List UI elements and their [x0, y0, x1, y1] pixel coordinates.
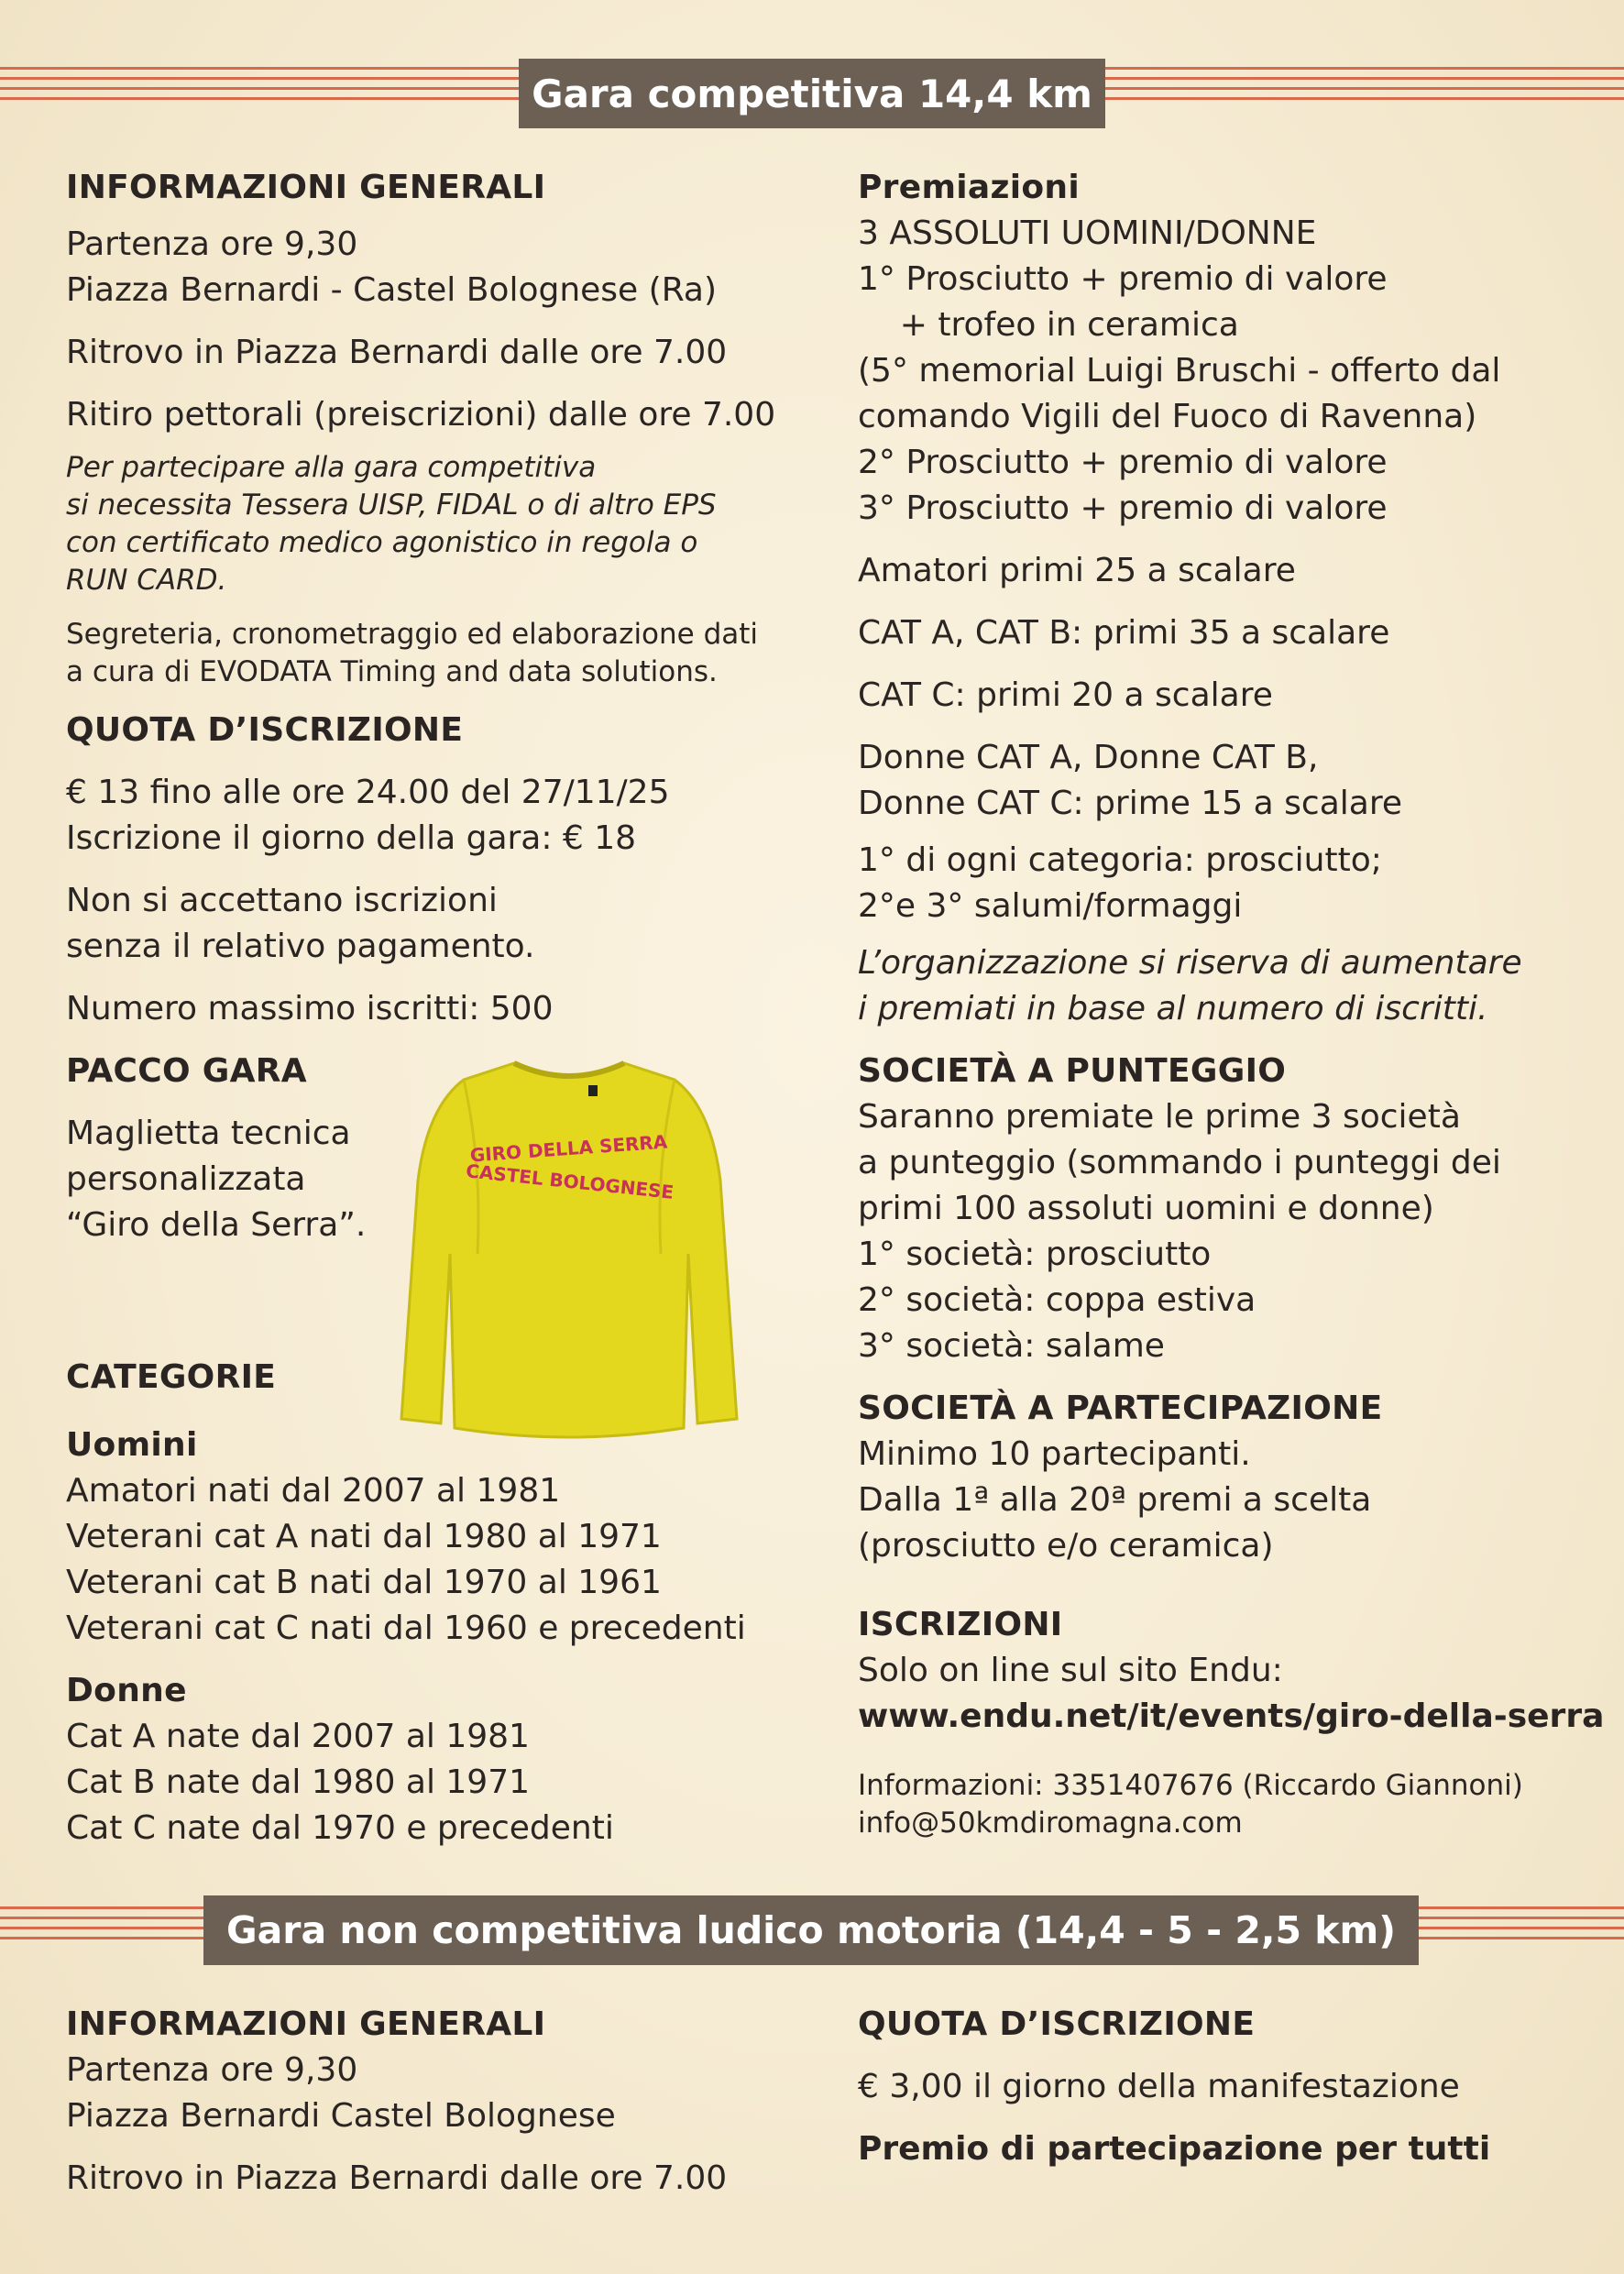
contact-email[interactable]: info@50kmdiromagna.com	[858, 1807, 1243, 1840]
soc-punt-item: primi 100 assoluti uomini e donne)	[858, 1190, 1434, 1227]
catab-line: CAT A, CAT B: primi 35 a scalare	[858, 614, 1390, 652]
bottom-banner-title: Gara non competitiva ludico motoria (14,4 - 5 - 2,5 km)	[203, 1895, 1419, 1965]
segreteria-note	[66, 616, 817, 691]
soc-punt-item: 3° società: salame	[858, 1327, 1165, 1365]
shirt-print-line-2: CASTEL BOLOGNESE	[465, 1159, 675, 1203]
ritrovo-line: Ritrovo in Piazza Bernardi dalle ore 7.00	[66, 334, 728, 371]
nonacc-line-2: senza il relativo pagamento.	[66, 928, 535, 965]
categorie-title: CATEGORIE	[66, 1358, 277, 1396]
bottom-ritrovo: Ritrovo in Piazza Bernardi dalle ore 7.00	[66, 2159, 728, 2197]
contact-line-1: Informazioni: 3351407676 (Riccardo Giannoni)	[858, 1769, 1523, 1802]
bottom-info-title: INFORMAZIONI GENERALI	[66, 2005, 546, 2043]
seg-line-2: a cura di EVODATA Timing and data solutions.	[66, 655, 718, 688]
org-note-2: i premiati in base al numero di iscritti.	[858, 990, 1488, 1027]
iscrizioni-line: Solo on line sul sito Endu:	[858, 1652, 1283, 1689]
info-title: INFORMAZIONI GENERALI	[66, 169, 546, 206]
max-iscritti: Numero massimo iscritti: 500	[66, 990, 554, 1027]
partenza-line-1: Partenza ore 9,30	[66, 225, 358, 263]
soc-part-item: Minimo 10 partecipanti.	[858, 1435, 1251, 1473]
bottom-banner	[0, 1895, 1624, 1969]
bottom-premio-line: Premio di partecipazione per tutti	[858, 2130, 1491, 2168]
req-line-1: Per partecipare alla gara competitiva	[66, 451, 597, 484]
soc-punt-item: 1° società: prosciutto	[858, 1236, 1212, 1273]
bottom-right-column	[858, 2002, 1609, 2172]
uomini-title: Uomini	[66, 1426, 198, 1464]
soc-part-item: Dalla 1ª alla 20ª premi a scelta	[858, 1481, 1372, 1519]
uomini-item: Veterani cat A nati dal 1980 al 1971	[66, 1518, 662, 1555]
catc-line: CAT C: primi 20 a scalare	[858, 676, 1273, 714]
donne-item: Cat C nate dal 1970 e precedenti	[66, 1809, 614, 1847]
quota-title: QUOTA D’ISCRIZIONE	[66, 711, 464, 749]
seg-line-1: Segreteria, cronometraggio ed elaborazione dati	[66, 618, 759, 651]
req-line-2: si necessita Tessera UISP, FIDAL o di altro EPS	[66, 489, 717, 522]
quota-line-1: € 13 fino alle ore 24.00 del 27/11/25	[66, 774, 670, 811]
pacco-line-2: personalizzata	[66, 1160, 306, 1198]
pacco-line-1: Maglietta tecnica	[66, 1115, 351, 1152]
bottom-partenza-1: Partenza ore 9,30	[66, 2051, 358, 2089]
right-column	[858, 165, 1609, 1842]
iscrizioni-title: ISCRIZIONI	[858, 1606, 1063, 1643]
bottom-left-column	[66, 2002, 817, 2202]
prem-item: comando Vigili del Fuoco di Ravenna)	[858, 398, 1477, 435]
soc-part-item: (prosciutto e/o ceramica)	[858, 1527, 1274, 1565]
partenza-line-2: Piazza Bernardi - Castel Bolognese (Ra)	[66, 271, 718, 309]
uomini-item: Veterani cat C nati dal 1960 e precedenti	[66, 1609, 746, 1647]
donne-prem-line-1: Donne CAT A, Donne CAT B,	[858, 739, 1319, 776]
pacco-title: PACCO GARA	[66, 1052, 307, 1090]
uomini-item: Amatori nati dal 2007 al 1981	[66, 1472, 561, 1510]
bottom-quota-line: € 3,00 il giorno della manifestazione	[858, 2068, 1460, 2105]
premiazioni-title: Premiazioni	[858, 169, 1080, 206]
donne-item: Cat B nate dal 1980 al 1971	[66, 1763, 531, 1801]
quota-line-2: Iscrizione il giorno della gara: € 18	[66, 819, 637, 857]
soc-punt-item: 2° società: coppa estiva	[858, 1281, 1256, 1319]
soc-partecipazione-title: SOCIETÀ A PARTECIPAZIONE	[858, 1390, 1383, 1427]
nonacc-line-1: Non si accettano iscrizioni	[66, 882, 498, 919]
req-line-3: con certificato medico agonistico in regola o	[66, 526, 698, 559]
amatori-line: Amatori primi 25 a scalare	[858, 552, 1296, 589]
donne-item: Cat A nate dal 2007 al 1981	[66, 1718, 530, 1755]
prem-item: (5° memorial Luigi Bruschi - offerto dal	[858, 352, 1501, 390]
donne-prem-line-2: Donne CAT C: prime 15 a scalare	[858, 785, 1402, 822]
top-banner-title: Gara competitiva 14,4 km	[519, 59, 1105, 128]
shirt-print-line-1: GIRO DELLA SERRA	[469, 1130, 668, 1167]
bottom-partenza-2: Piazza Bernardi Castel Bolognese	[66, 2097, 616, 2135]
soc-punt-item: a punteggio (sommando i punteggi dei	[858, 1144, 1501, 1181]
ritiro-line: Ritiro pettorali (preiscrizioni) dalle ore 7.00	[66, 396, 776, 434]
donne-title: Donne	[66, 1672, 187, 1709]
soc-punteggio-title: SOCIETÀ A PUNTEGGIO	[858, 1052, 1287, 1090]
org-note-1: L’organizzazione si riserva di aumentare	[858, 944, 1522, 982]
prem-item: 3° Prosciutto + premio di valore	[858, 489, 1388, 527]
prem-item: 2° Prosciutto + premio di valore	[858, 444, 1388, 481]
requirements-note	[66, 449, 817, 599]
req-line-4: RUN CARD.	[66, 564, 227, 597]
top-banner	[0, 59, 1624, 132]
cat-prem-line-2: 2°e 3° salumi/formaggi	[858, 887, 1243, 925]
bottom-quota-title: QUOTA D’ISCRIZIONE	[858, 2005, 1256, 2043]
prem-item: 1° Prosciutto + premio di valore	[858, 260, 1388, 298]
uomini-item: Veterani cat B nati dal 1970 al 1961	[66, 1564, 662, 1601]
cat-prem-line-1: 1° di ogni categoria: prosciutto;	[858, 841, 1382, 879]
soc-punt-item: Saranno premiate le prime 3 società	[858, 1098, 1461, 1136]
prem-item: 3 ASSOLUTI UOMINI/DONNE	[858, 214, 1317, 252]
categorie-section	[66, 1355, 817, 1851]
prem-item: + trofeo in ceramica	[858, 306, 1239, 344]
pacco-line-3: “Giro della Serra”.	[66, 1206, 367, 1244]
iscrizioni-url[interactable]: www.endu.net/it/events/giro-della-serra	[858, 1697, 1605, 1735]
